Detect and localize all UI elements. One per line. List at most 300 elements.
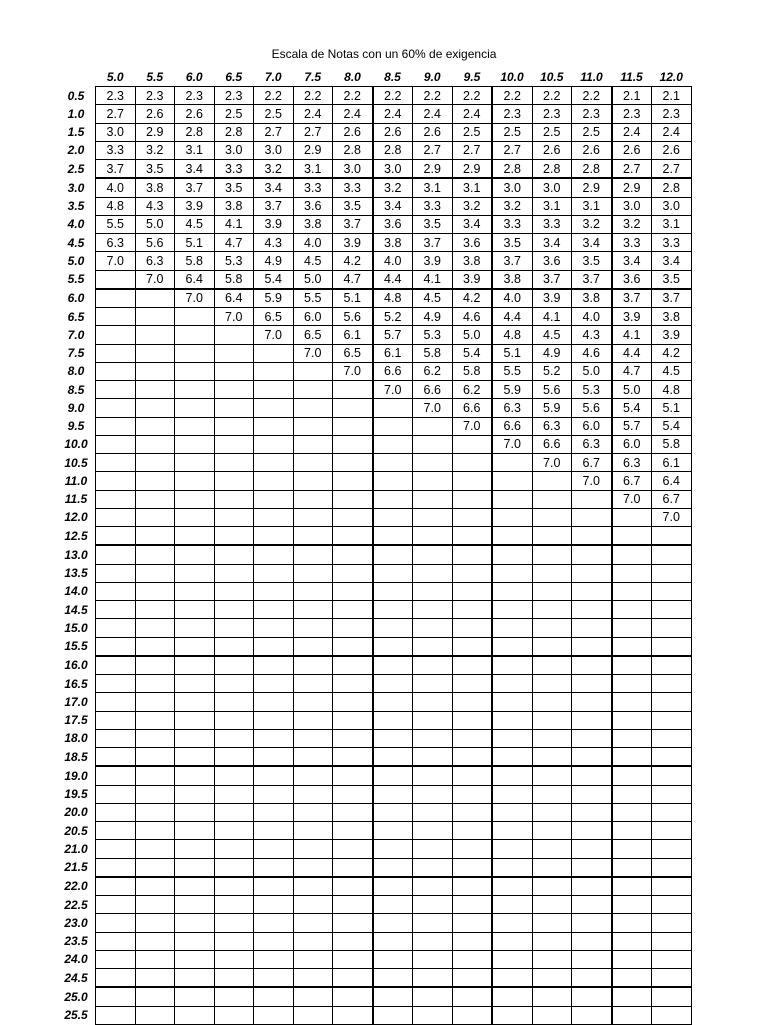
grade-cell — [413, 508, 453, 526]
grade-cell — [452, 582, 492, 600]
row-header: 2.5 — [67, 161, 85, 176]
grade-cell — [492, 472, 532, 490]
grade-cell — [333, 527, 373, 546]
column-header: 6.0 — [185, 69, 203, 84]
grade-cell: 7.0 — [492, 435, 532, 453]
grade-cell — [532, 545, 572, 564]
row-header: 19.5 — [64, 787, 88, 802]
grade-cell: 7.0 — [652, 508, 692, 526]
grade-cell — [452, 840, 492, 858]
table-row — [57, 840, 691, 858]
grade-cell — [214, 729, 254, 747]
grade-cell — [175, 508, 215, 526]
grade-cell — [293, 969, 333, 988]
grade-cell — [652, 601, 692, 619]
grade-cell: 3.9 — [175, 197, 215, 215]
grade-cell — [532, 877, 572, 896]
grade-cell: 3.0 — [333, 160, 373, 179]
grade-cell: 2.6 — [135, 105, 175, 123]
grade-cell — [175, 545, 215, 564]
grade-cell: 2.6 — [333, 123, 373, 141]
grade-cell: 2.3 — [652, 105, 692, 123]
grade-cell — [135, 656, 175, 675]
grade-cell — [572, 729, 612, 747]
grade-cell — [373, 435, 413, 453]
grade-cell — [413, 601, 453, 619]
grade-cell: 3.9 — [254, 215, 294, 233]
grade-cell — [492, 803, 532, 821]
grade-cell: 2.2 — [254, 87, 294, 105]
grade-cell — [652, 729, 692, 747]
grade-cell — [175, 619, 215, 637]
row-header: 20.0 — [64, 805, 88, 820]
grade-cell: 3.1 — [572, 197, 612, 215]
grade-cell — [532, 748, 572, 767]
grade-cell — [452, 1006, 492, 1024]
grade-cell: 2.2 — [492, 87, 532, 105]
grade-cell: 3.0 — [612, 197, 652, 215]
row-header: 17.5 — [64, 713, 88, 728]
grade-cell: 5.2 — [373, 308, 413, 326]
grade-cell — [175, 729, 215, 747]
grade-cell: 2.9 — [572, 178, 612, 197]
grade-cell: 2.6 — [413, 123, 453, 141]
grade-cell — [214, 656, 254, 675]
grade-cell — [652, 527, 692, 546]
grade-cell: 4.0 — [492, 289, 532, 308]
grade-cell — [293, 932, 333, 950]
grade-cell — [254, 729, 294, 747]
grade-cell — [293, 637, 333, 656]
grade-cell — [452, 637, 492, 656]
grade-cell — [135, 637, 175, 656]
grade-cell: 6.0 — [293, 308, 333, 326]
grade-cell — [96, 490, 136, 508]
grade-cell — [254, 766, 294, 785]
grade-cell — [96, 454, 136, 472]
grade-cell — [532, 582, 572, 600]
row-header: 24.5 — [64, 970, 88, 985]
grade-cell — [293, 381, 333, 399]
grade-cell — [135, 417, 175, 435]
grade-cell: 6.3 — [135, 252, 175, 270]
grade-cell — [452, 490, 492, 508]
grade-cell — [214, 877, 254, 896]
grade-cell — [175, 877, 215, 896]
grade-cell — [373, 729, 413, 747]
grade-cell: 2.6 — [612, 141, 652, 159]
grade-cell — [492, 932, 532, 950]
grade-cell — [572, 785, 612, 803]
grade-cell — [413, 656, 453, 675]
table-row — [57, 252, 691, 270]
grade-cell — [135, 545, 175, 564]
grade-cell — [175, 399, 215, 417]
grade-cell — [254, 803, 294, 821]
grade-cell — [333, 656, 373, 675]
grade-cell: 2.2 — [532, 87, 572, 105]
grade-cell — [373, 748, 413, 767]
grade-cell — [413, 766, 453, 785]
grade-cell: 2.7 — [254, 123, 294, 141]
grade-cell — [532, 896, 572, 914]
grade-cell: 2.4 — [652, 123, 692, 141]
grade-cell: 3.2 — [373, 178, 413, 197]
grade-cell: 4.0 — [572, 308, 612, 326]
grade-cell — [652, 656, 692, 675]
grade-cell: 6.3 — [96, 234, 136, 252]
grade-cell — [214, 914, 254, 932]
grade-cell — [612, 950, 652, 968]
grade-cell — [96, 564, 136, 582]
grade-cell — [492, 619, 532, 637]
grade-cell — [175, 896, 215, 914]
grade-cell — [413, 987, 453, 1006]
grade-cell — [293, 675, 333, 693]
grade-cell — [175, 914, 215, 932]
grade-cell: 5.6 — [333, 308, 373, 326]
grade-cell — [532, 822, 572, 840]
row-header: 11.5 — [64, 492, 88, 507]
grade-cell — [373, 950, 413, 968]
grade-cell: 4.6 — [572, 344, 612, 362]
grade-cell: 3.3 — [96, 141, 136, 159]
grade-cell: 6.7 — [652, 490, 692, 508]
grade-cell — [254, 822, 294, 840]
grade-cell — [175, 785, 215, 803]
grade-cell — [413, 748, 453, 767]
row-header: 15.5 — [64, 639, 88, 654]
grade-cell: 2.3 — [214, 87, 254, 105]
table-row — [57, 914, 691, 932]
grade-cell — [373, 987, 413, 1006]
grade-cell: 6.3 — [492, 399, 532, 417]
grade-cell — [254, 987, 294, 1006]
grade-cell — [572, 969, 612, 988]
grade-cell: 2.4 — [293, 105, 333, 123]
table-row — [57, 141, 691, 159]
grade-cell — [532, 508, 572, 526]
grade-cell: 4.3 — [135, 197, 175, 215]
grade-cell — [373, 858, 413, 877]
grade-cell: 2.5 — [572, 123, 612, 141]
grade-cell — [532, 601, 572, 619]
grade-cell: 2.7 — [96, 105, 136, 123]
grade-cell — [96, 932, 136, 950]
grade-cell — [135, 766, 175, 785]
table-row — [57, 969, 691, 988]
grade-cell: 4.4 — [373, 270, 413, 289]
grade-cell — [652, 545, 692, 564]
grade-cell — [254, 417, 294, 435]
table-row — [57, 344, 691, 362]
grade-cell — [135, 582, 175, 600]
table-row — [57, 932, 691, 950]
grade-cell — [293, 656, 333, 675]
grade-cell — [333, 381, 373, 399]
grade-cell — [452, 748, 492, 767]
grade-cell: 2.3 — [572, 105, 612, 123]
grade-cell: 3.1 — [652, 215, 692, 233]
grade-cell: 2.3 — [175, 87, 215, 105]
grade-cell — [175, 858, 215, 877]
grade-cell — [413, 545, 453, 564]
grade-cell: 2.6 — [373, 123, 413, 141]
grade-cell — [254, 399, 294, 417]
grade-cell — [254, 362, 294, 380]
grade-cell — [214, 1006, 254, 1024]
table-row — [57, 87, 691, 105]
grade-cell: 4.1 — [532, 308, 572, 326]
grade-cell: 6.7 — [572, 454, 612, 472]
grade-cell — [96, 601, 136, 619]
grade-cell — [572, 914, 612, 932]
grade-cell — [373, 399, 413, 417]
grade-cell — [492, 950, 532, 968]
grade-cell — [492, 656, 532, 675]
grade-cell: 4.3 — [572, 326, 612, 344]
grade-cell — [293, 950, 333, 968]
grade-cell — [413, 490, 453, 508]
grade-cell — [652, 785, 692, 803]
grade-cell — [413, 417, 453, 435]
grade-cell: 4.3 — [254, 234, 294, 252]
grade-cell — [612, 766, 652, 785]
grade-cell — [333, 508, 373, 526]
grade-cell — [293, 987, 333, 1006]
grade-cell — [254, 637, 294, 656]
grade-cell — [373, 803, 413, 821]
grade-cell — [452, 527, 492, 546]
grade-cell: 3.3 — [333, 178, 373, 197]
grade-cell — [135, 896, 175, 914]
grade-cell — [254, 564, 294, 582]
table-row — [57, 987, 691, 1006]
grade-cell — [452, 932, 492, 950]
grade-cell: 4.9 — [254, 252, 294, 270]
table-row — [57, 896, 691, 914]
grade-cell — [612, 675, 652, 693]
grade-cell: 6.2 — [413, 362, 453, 380]
grade-cell: 3.0 — [373, 160, 413, 179]
grade-cell — [373, 932, 413, 950]
grade-cell — [572, 1006, 612, 1024]
grade-cell: 3.4 — [175, 160, 215, 179]
grade-cell — [96, 362, 136, 380]
grade-cell — [254, 675, 294, 693]
grade-cell — [333, 729, 373, 747]
grade-cell: 2.3 — [135, 87, 175, 105]
grade-cell: 3.3 — [214, 160, 254, 179]
grade-cell: 7.0 — [532, 454, 572, 472]
grade-cell — [452, 454, 492, 472]
row-header: 6.0 — [67, 291, 85, 306]
grade-cell — [214, 362, 254, 380]
grade-cell — [96, 896, 136, 914]
row-header: 13.5 — [64, 566, 88, 581]
grade-cell — [452, 987, 492, 1006]
grade-cell — [492, 877, 532, 896]
column-header: 11.5 — [620, 69, 643, 84]
grade-cell: 5.6 — [135, 234, 175, 252]
grade-cell — [175, 490, 215, 508]
grade-cell — [532, 693, 572, 711]
grade-cell — [135, 711, 175, 729]
grade-cell: 2.4 — [373, 105, 413, 123]
table-row — [57, 326, 691, 344]
row-header: 6.5 — [67, 309, 85, 324]
grade-cell: 4.7 — [214, 234, 254, 252]
grade-cell: 3.9 — [612, 308, 652, 326]
table-row — [57, 1006, 691, 1024]
row-header: 16.5 — [64, 676, 88, 691]
grade-cell — [612, 987, 652, 1006]
grade-cell — [214, 969, 254, 988]
grade-cell — [214, 932, 254, 950]
grade-cell: 4.9 — [413, 308, 453, 326]
grade-cell: 3.4 — [572, 234, 612, 252]
grade-cell — [413, 1006, 453, 1024]
grade-cell — [254, 896, 294, 914]
table-row — [57, 435, 691, 453]
grade-cell — [135, 344, 175, 362]
grade-cell — [572, 896, 612, 914]
grade-cell — [413, 711, 453, 729]
column-header: 11.0 — [580, 69, 603, 84]
grade-cell — [492, 914, 532, 932]
grade-cell: 2.9 — [612, 178, 652, 197]
grade-cell: 5.5 — [492, 362, 532, 380]
table-row — [57, 381, 691, 399]
grade-cell: 3.2 — [612, 215, 652, 233]
grade-cell — [175, 564, 215, 582]
grade-cell — [293, 1006, 333, 1024]
row-header: 21.5 — [64, 860, 88, 875]
grade-cell — [612, 693, 652, 711]
grade-cell — [254, 381, 294, 399]
table-row — [57, 417, 691, 435]
grade-cell — [652, 675, 692, 693]
grade-cell: 7.0 — [254, 326, 294, 344]
grade-cell — [175, 987, 215, 1006]
grade-cell — [413, 969, 453, 988]
grade-cell — [254, 950, 294, 968]
grade-cell: 2.3 — [612, 105, 652, 123]
grade-cell: 3.8 — [293, 215, 333, 233]
grade-cell — [413, 729, 453, 747]
grade-cell — [293, 545, 333, 564]
table-row — [57, 656, 691, 675]
table-row — [57, 527, 691, 546]
grade-cell: 3.8 — [452, 252, 492, 270]
table-row — [57, 545, 691, 564]
grade-cell — [214, 840, 254, 858]
row-header: 14.5 — [64, 602, 88, 617]
grade-cell — [96, 693, 136, 711]
grade-cell — [175, 693, 215, 711]
grade-cell — [175, 711, 215, 729]
grade-cell — [96, 582, 136, 600]
grade-cell — [373, 822, 413, 840]
grade-cell — [214, 454, 254, 472]
column-header: 7.0 — [264, 69, 282, 84]
grade-cell — [572, 490, 612, 508]
table-row — [57, 619, 691, 637]
grade-cell: 4.5 — [175, 215, 215, 233]
grade-cell — [532, 969, 572, 988]
grade-cell: 3.2 — [572, 215, 612, 233]
grade-cell — [214, 508, 254, 526]
grade-cell — [612, 932, 652, 950]
grade-cell — [572, 766, 612, 785]
grade-cell: 3.4 — [652, 252, 692, 270]
grade-cell — [373, 785, 413, 803]
row-header: 8.0 — [67, 364, 85, 379]
grade-cell — [492, 582, 532, 600]
grade-cell — [612, 822, 652, 840]
row-header: 10.5 — [64, 455, 88, 470]
grade-cell: 5.8 — [214, 270, 254, 289]
grade-cell — [175, 344, 215, 362]
row-header: 22.0 — [64, 879, 88, 894]
grade-cell: 3.8 — [373, 234, 413, 252]
grade-cell — [254, 914, 294, 932]
grade-cell — [652, 969, 692, 988]
grade-cell — [572, 619, 612, 637]
column-header: 10.0 — [500, 69, 524, 84]
grade-cell — [333, 766, 373, 785]
grade-cell — [452, 693, 492, 711]
grade-cell: 7.0 — [612, 490, 652, 508]
grade-cell — [293, 896, 333, 914]
row-header: 4.0 — [67, 217, 85, 232]
grade-cell — [452, 766, 492, 785]
grade-cell — [452, 785, 492, 803]
grade-cell — [135, 969, 175, 988]
grade-cell: 4.6 — [452, 308, 492, 326]
column-header: 7.5 — [304, 69, 322, 84]
grade-cell — [413, 822, 453, 840]
grade-cell: 4.8 — [492, 326, 532, 344]
grade-cell — [652, 748, 692, 767]
row-header: 16.0 — [64, 658, 88, 673]
row-header: 19.0 — [64, 768, 88, 783]
grade-cell: 2.8 — [492, 160, 532, 179]
grade-cell — [452, 969, 492, 988]
grade-cell: 4.7 — [612, 362, 652, 380]
grade-cell: 5.9 — [492, 381, 532, 399]
grade-cell — [175, 308, 215, 326]
grade-cell — [373, 454, 413, 472]
grade-cell — [373, 527, 413, 546]
table-row — [57, 748, 691, 767]
grade-cell — [333, 858, 373, 877]
grade-cell — [96, 748, 136, 767]
grade-cell: 4.8 — [652, 381, 692, 399]
grade-cell — [492, 545, 532, 564]
table-row — [57, 822, 691, 840]
grade-cell: 4.1 — [612, 326, 652, 344]
grade-cell: 2.2 — [333, 87, 373, 105]
grade-cell: 3.4 — [532, 234, 572, 252]
grade-cell — [373, 601, 413, 619]
grade-cell — [413, 858, 453, 877]
grade-cell — [135, 840, 175, 858]
grade-cell: 5.6 — [532, 381, 572, 399]
grade-cell — [333, 896, 373, 914]
grade-cell — [452, 508, 492, 526]
grade-cell — [652, 822, 692, 840]
